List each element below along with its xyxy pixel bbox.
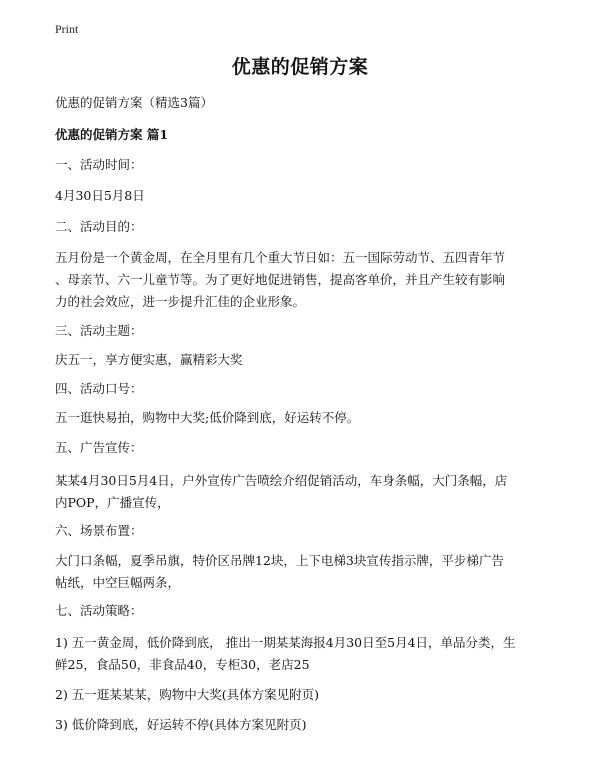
paragraph-line: 五月份是一个黄金周，在全月里有几个重大节日如：五一国际劳动节、五四青年节 bbox=[55, 250, 506, 265]
paragraph-line: 1) 五一黄金周，低价降到底， 推出一期某某海报4月30日至5月4日，单品分类，生 bbox=[55, 635, 516, 650]
paragraph-line: 4月30日5月8日 bbox=[55, 188, 145, 203]
paragraph-line: 某某4月30日5月4日，户外宣传广告喷绘介绍促销活动，车身条幅，大门条幅，店 bbox=[55, 473, 508, 488]
paragraph-line: 庆五一，享方便实惠，赢精彩大奖 bbox=[55, 352, 243, 367]
paragraph-line: 2) 五一逛某某某，购物中大奖(具体方案见附页) bbox=[55, 687, 320, 702]
paragraph-line: 大门口条幅，夏季吊旗，特价区吊牌12块，上下电梯3块宣传指示牌，平步梯广告 bbox=[55, 553, 504, 568]
paragraph-line: 帖纸，中空巨幅两条， bbox=[55, 575, 181, 590]
paragraph-line: 、母亲节、六一儿童节等。为了更好地促进销售，提高客单价，并且产生较有影响 bbox=[55, 272, 506, 287]
paragraph-line: 3) 低价降到底，好运转不停(具体方案见附页) bbox=[55, 717, 307, 732]
paragraph-line: 二、活动目的： bbox=[55, 219, 143, 234]
print-link[interactable]: Print bbox=[55, 22, 79, 36]
paragraph-line: 六、场景布置： bbox=[55, 523, 143, 538]
paragraph-line: 五一逛快易拍，购物中大奖;低价降到底，好运转不停。 bbox=[55, 410, 360, 425]
document-subtitle: 优惠的促销方案（精选3篇） bbox=[55, 95, 213, 110]
section-heading: 优惠的促销方案 篇1 bbox=[55, 127, 169, 142]
paragraph-line: 力的社会效应，进一步提升汇佳的企业形象。 bbox=[55, 294, 306, 309]
document-title: 优惠的促销方案 bbox=[231, 56, 369, 78]
paragraph-line: 三、活动主题： bbox=[55, 323, 143, 338]
paragraph-line: 鲜25，食品50，非食品40，专柜30，老店25 bbox=[55, 657, 310, 672]
paragraph-line: 内POP，广播宣传， bbox=[55, 495, 170, 510]
paragraph-line: 四、活动口号： bbox=[55, 381, 143, 396]
paragraph-line: 一、活动时间： bbox=[55, 157, 143, 172]
paragraph-line: 七、活动策略： bbox=[55, 603, 143, 618]
paragraph-line: 五、广告宣传： bbox=[55, 440, 143, 455]
